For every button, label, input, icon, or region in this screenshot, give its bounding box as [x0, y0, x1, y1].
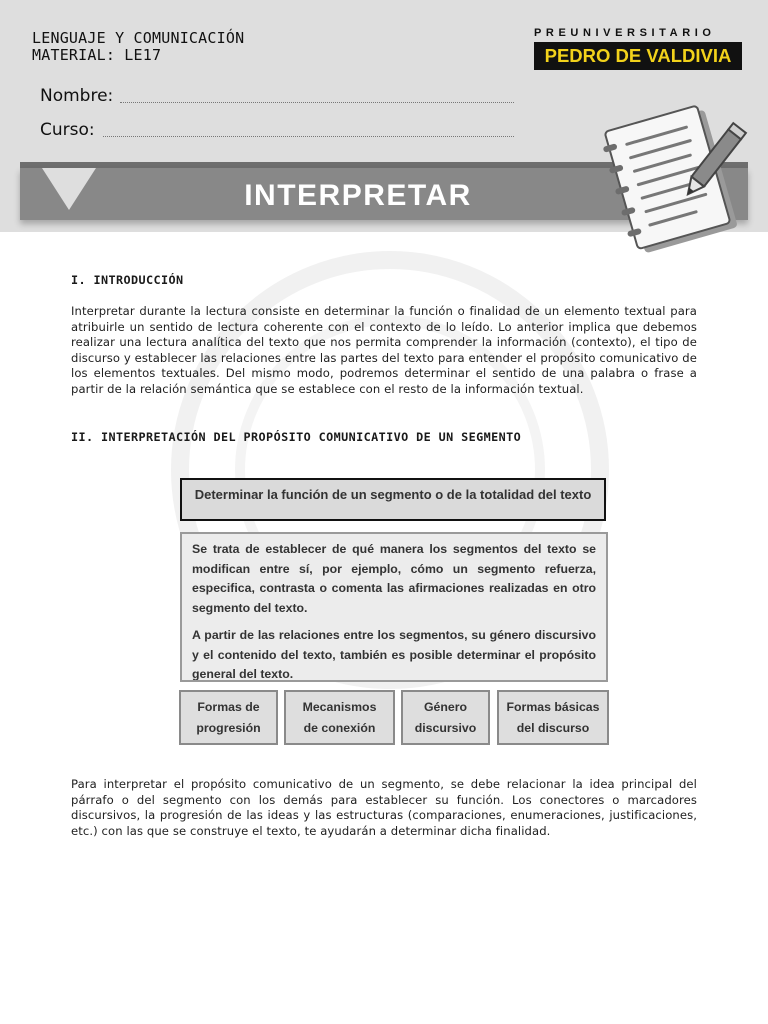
category-line: Género	[423, 700, 468, 714]
concept-box-title: Determinar la función de un segmento o de la totalidad del texto	[180, 478, 606, 521]
section-heading-introduccion: I. INTRODUCCIÓN	[71, 273, 184, 287]
category-box-formas-discurso	[497, 690, 609, 745]
category-line: discursivo	[414, 721, 477, 735]
purpose-paragraph: Para interpretar el propósito comunicativo de un segmento, se debe relacionar la idea principal del párrafo o del segmento con los demás para establecer su función. Los conectores o marcadores discursivos, la progresión de las ideas y las estructuras (comparaciones, enumeraciones, justificaciones, etc.) con las que se construye el texto, te ayudarán a determinar dicha finalidad.	[71, 777, 697, 838]
category-line: Formas de	[197, 700, 260, 714]
course-label: Curso:	[40, 120, 95, 140]
category-line: Mecanismos	[302, 700, 377, 714]
name-field[interactable]	[120, 102, 514, 103]
concept-box-body	[180, 532, 608, 682]
brand-logo: PEDRO DE VALDIVIA	[534, 42, 742, 70]
category-box-conexion	[284, 690, 395, 745]
subject-block	[32, 30, 244, 64]
concept-paragraph-2: A partir de las relaciones entre los segmentos, su género discursivo y el contenido del texto, también es posible determinar el propósito general del texto.	[192, 628, 596, 681]
notebook-pencil-icon	[596, 98, 758, 254]
category-line: progresión	[196, 721, 261, 735]
brand-overline: PREUNIVERSITARIO	[534, 27, 716, 39]
category-box-genero	[401, 690, 490, 745]
page-title: INTERPRETAR	[244, 179, 472, 212]
title-notch	[42, 168, 96, 210]
subject-title: LENGUAJE Y COMUNICACIÓN	[32, 29, 245, 47]
material-code: MATERIAL: LE17	[32, 46, 162, 64]
intro-paragraph: Interpretar durante la lectura consiste en determinar la función o finalidad de un elemento textual para atribuirle un sentido de lectura coherente con el contexto de lo leído. Lo anterior implica que debemos realizar una lectura analítica del texto que nos permita comprender la información (contexto), el tipo de discurso y establecer las relaciones entre las partes del texto para entender el propósito comunicativo de los elementos textuales. Del mismo modo, podremos determinar el sentido de una palabra o frase a partir de la relación semántica que se establece con el resto de la información textual.	[71, 304, 697, 396]
category-box-progresion	[179, 690, 278, 745]
section-heading-interpretacion: II. INTERPRETACIÓN DEL PROPÓSITO COMUNICATIVO DE UN SEGMENTO	[71, 430, 522, 444]
course-field[interactable]	[103, 136, 514, 137]
category-line: del discurso	[516, 721, 590, 735]
concept-paragraph-1: Se trata de establecer de qué manera los segmentos del texto se modifican entre sí, por ejemplo, cómo un segmento refuerza, especifica, contrasta o comenta las afirmaciones realizadas en otro segmento del texto.	[192, 542, 596, 615]
name-label: Nombre:	[40, 86, 114, 106]
category-line: Formas básicas	[506, 700, 600, 714]
category-line: de conexión	[303, 721, 376, 735]
